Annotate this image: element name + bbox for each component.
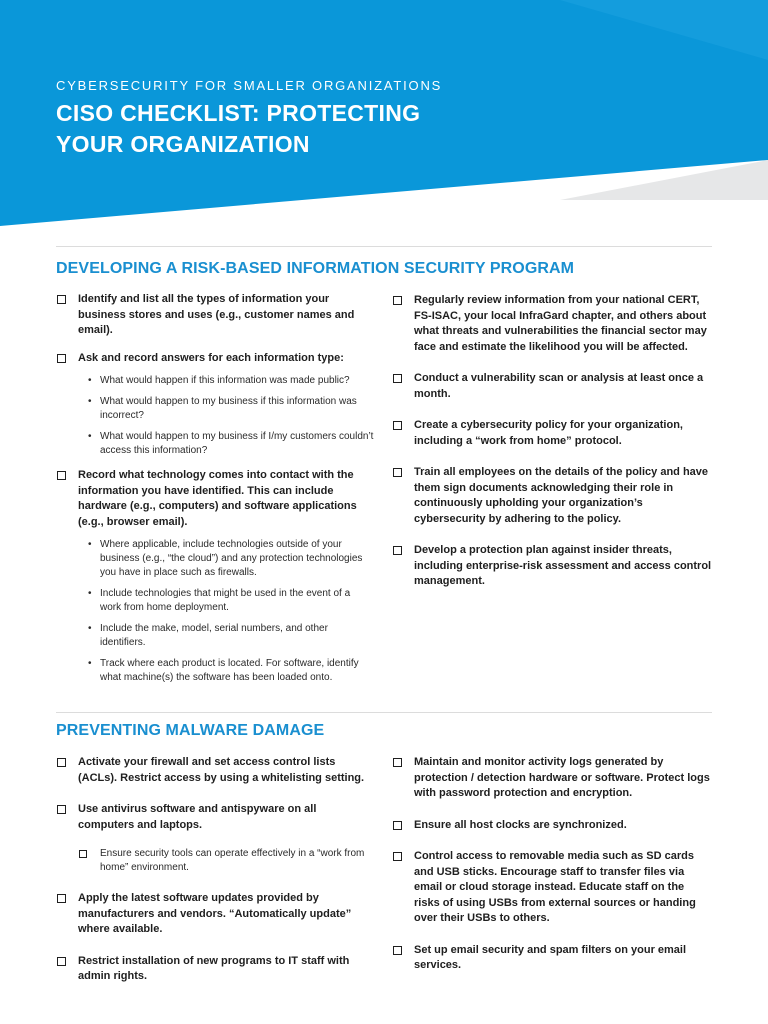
- sub-bullet-text: What would happen to my business if this information was incorrect?: [100, 396, 357, 421]
- bullet-icon: •: [88, 539, 92, 550]
- checklist-item: [56, 292, 374, 339]
- checklist-item-text: Conduct a vulnerability scan or analysis at least once a month.: [414, 372, 704, 400]
- checklist-item: [56, 891, 374, 938]
- sub-bullet-text: Include the make, model, serial numbers, and other identifiers.: [100, 623, 328, 648]
- checkbox-icon[interactable]: [57, 295, 66, 304]
- checklist-item: [392, 371, 712, 402]
- checklist-item: [56, 755, 374, 786]
- checklist-item-text: Use antivirus software and antispyware on all computers and laptops.: [78, 803, 317, 831]
- checklist-item: [392, 755, 712, 802]
- checklist-item: [56, 802, 374, 833]
- bullet-icon: •: [88, 375, 92, 386]
- checkbox-icon[interactable]: [57, 471, 66, 480]
- sub-bullet-text: Include technologies that might be used in the event of a work from home deployment.: [100, 588, 351, 613]
- checkbox-icon[interactable]: [57, 805, 66, 814]
- checkbox-icon[interactable]: [393, 296, 402, 305]
- checklist-item-text: Restrict installation of new programs to IT staff with admin rights.: [78, 954, 350, 982]
- section2-right-column: [392, 755, 712, 974]
- checkbox-icon[interactable]: [393, 468, 402, 477]
- section-divider-top: [56, 246, 712, 247]
- checklist-item: [56, 351, 374, 459]
- checklist-item: [392, 943, 712, 974]
- checklist-item-text: Regularly review information from your national CERT, FS-ISAC, your local InfraGard chapter, and others about what threats and vulnerabilities the financial sector may face and estimate the likelihood you will be affected.: [414, 294, 707, 353]
- checklist-item-text: Create a cybersecurity policy for your organization, including a “work from home” protocol.: [414, 419, 683, 447]
- bullet-icon: •: [88, 658, 92, 669]
- checklist-item-text: Control access to removable media such as SD cards and USB sticks. Encourage staff to transfer files via email or cloud storage instead. Educate staff on the risks of using USBs from external sources or handing over their USBs to others.: [414, 850, 696, 924]
- sub-checklist-item: [78, 847, 374, 875]
- sub-bullet-list: [78, 538, 374, 685]
- sub-bullet-text: Where applicable, include technologies outside of your business (e.g., “the cloud”) and any protection technologies you have in place such as firewalls.: [100, 539, 363, 578]
- sub-bullet-text: What would happen if this information was made public?: [100, 375, 350, 386]
- checklist-item: [392, 418, 712, 449]
- bullet-icon: •: [88, 396, 92, 407]
- checklist-item-text: Ask and record answers for each information type:: [78, 351, 344, 364]
- checkbox-icon[interactable]: [393, 421, 402, 430]
- sub-bullet: [88, 657, 374, 685]
- sub-bullet: [88, 587, 374, 615]
- checkbox-icon[interactable]: [57, 758, 66, 767]
- checklist-item-text: Ensure all host clocks are synchronized.: [414, 818, 627, 831]
- section2-left-column: [56, 755, 374, 985]
- checkbox-icon[interactable]: [57, 354, 66, 363]
- sub-bullet: [88, 395, 374, 423]
- checkbox-icon[interactable]: [79, 850, 87, 858]
- checklist-item: [392, 465, 712, 527]
- sub-bullet: [88, 538, 374, 580]
- section-heading-risk-program: DEVELOPING A RISK-BASED INFORMATION SECURITY PROGRAM: [56, 260, 575, 277]
- checkbox-icon[interactable]: [393, 546, 402, 555]
- checklist-item: [56, 954, 374, 985]
- checkbox-icon[interactable]: [393, 758, 402, 767]
- checklist-item: [392, 543, 712, 590]
- checklist-item-text: Set up email security and spam filters on your email services.: [414, 943, 687, 971]
- checklist-item-text: Apply the latest software updates provided by manufacturers and vendors. “Automatically update” where available.: [78, 892, 352, 935]
- section-heading-malware: PREVENTING MALWARE DAMAGE: [56, 722, 325, 739]
- checkbox-icon[interactable]: [393, 946, 402, 955]
- sub-checklist-item-text: Ensure security tools can operate effectively in a “work from home” environment.: [100, 848, 365, 873]
- sub-bullet-text: What would happen to my business if I/my customers couldn’t access this information?: [100, 431, 374, 456]
- sub-bullet-text: Track where each product is located. For software, identify what machine(s) the software has been loaded onto.: [100, 658, 359, 683]
- bullet-icon: •: [88, 623, 92, 634]
- checklist-item: [392, 293, 712, 355]
- checklist-item-text: Develop a protection plan against insider threats, including enterprise-risk assessment and access control management.: [414, 544, 712, 587]
- checklist-item: [392, 818, 712, 834]
- page-title-line-1: CISO CHECKLIST: PROTECTING: [56, 100, 421, 126]
- checklist-item-text: Identify and list all the types of information your business stores and uses (e.g., customer names and email).: [78, 293, 355, 336]
- checklist-item: [56, 468, 374, 685]
- section-divider-middle: [56, 712, 712, 713]
- sub-bullet: [88, 374, 374, 388]
- sub-bullet-list: [78, 374, 374, 458]
- header-kicker: CYBERSECURITY FOR SMALLER ORGANIZATIONS: [56, 78, 443, 93]
- page-title: [56, 98, 420, 160]
- page-title-line-2: YOUR ORGANIZATION: [56, 131, 310, 157]
- checkbox-icon[interactable]: [393, 821, 402, 830]
- checkbox-icon[interactable]: [57, 894, 66, 903]
- bullet-icon: •: [88, 431, 92, 442]
- section1-left-column: [56, 292, 374, 692]
- checkbox-icon[interactable]: [57, 957, 66, 966]
- sub-bullet: [88, 622, 374, 650]
- checkbox-icon[interactable]: [393, 374, 402, 383]
- checkbox-icon[interactable]: [393, 852, 402, 861]
- checklist-item-text: Record what technology comes into contact with the information you have identified. This can include hardware (e.g., computers) and software applications (e.g., browser email).: [78, 469, 357, 528]
- section1-right-column: [392, 293, 712, 590]
- checklist-item-text: Activate your firewall and set access control lists (ACLs). Restrict access by using a whitelisting setting.: [78, 756, 365, 784]
- header-banner: [0, 0, 768, 240]
- bullet-icon: •: [88, 588, 92, 599]
- checklist-item-text: Train all employees on the details of the policy and have them sign documents acknowledging their role in continuously upholding your organization’s cybersecurity by adhering to the policy.: [414, 466, 709, 525]
- sub-bullet: [88, 430, 374, 458]
- checklist-item-text: Maintain and monitor activity logs generated by protection / detection hardware or software. Protect logs with password protection and encryption.: [414, 756, 710, 799]
- checklist-item: [392, 849, 712, 927]
